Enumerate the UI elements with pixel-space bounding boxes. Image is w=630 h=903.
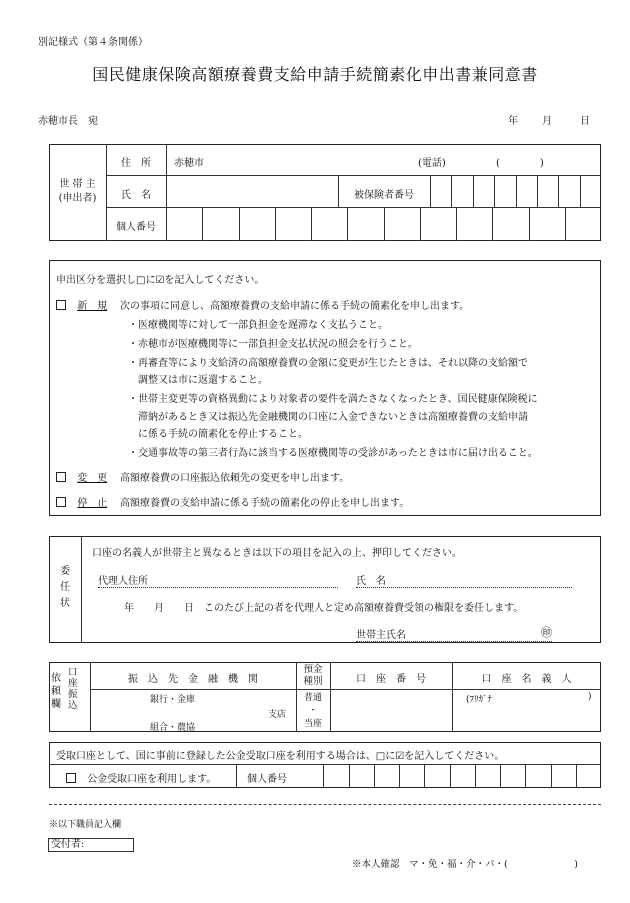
page-title: 国民健康保険高額療養費支給申請手続簡素化申出書兼同意書	[92, 65, 538, 84]
public-my-number-digit[interactable]	[525, 764, 550, 788]
consent-item: ・世帯主変更等の資格異動により対象者の要件を満たさなくなったとき、国民健康保険税に	[128, 394, 538, 405]
public-my-number-digit[interactable]	[500, 764, 525, 788]
public-my-number-label: 個人番号	[247, 774, 287, 785]
agent-address-field[interactable]	[98, 572, 338, 588]
consent-item: ・医療機関等に対して一部負担金を遅滞なく支払うこと。	[128, 320, 388, 331]
insured-number-digit[interactable]	[451, 175, 472, 207]
receiver-field[interactable]	[48, 838, 134, 852]
address-label: 住 所	[121, 158, 151, 169]
furigana-close: )	[588, 692, 592, 702]
bank-kind: 銀行・金庫	[150, 695, 196, 705]
public-account-label: 公金受取口座を利用します。	[87, 774, 217, 785]
consent-item: 調整又は市に返還すること。	[138, 375, 268, 386]
my-number-digit[interactable]	[565, 207, 601, 241]
receiver-label: 受付者:	[51, 839, 85, 850]
my-number-digit[interactable]	[239, 207, 275, 241]
householder-name-label: 世帯主氏名	[356, 630, 406, 641]
stop-description: 高額療養費の支給申請に係る手続の簡素化の停止を申し出ます。	[120, 498, 410, 509]
account-number-header: 口 座 番 号	[356, 674, 426, 685]
change-label: 変 更	[77, 473, 108, 484]
staff-note: ※以下職員記入欄	[49, 820, 122, 830]
public-my-number-digit[interactable]	[424, 764, 449, 788]
name-field[interactable]	[170, 177, 338, 205]
deposit-type-options[interactable]: 普通 ・ 当座	[303, 693, 322, 729]
agent-name-label: 氏 名	[356, 576, 386, 587]
coop-kind: 組合・農協	[150, 723, 196, 733]
account-number-field[interactable]	[334, 692, 448, 728]
stop-checkbox[interactable]	[56, 497, 66, 507]
public-my-number-digit[interactable]	[349, 764, 374, 788]
public-my-number-digit[interactable]	[399, 764, 424, 788]
addressee: 赤穂市長 宛	[38, 116, 98, 127]
my-number-digit[interactable]	[456, 207, 492, 241]
seal-mark: ㊞	[541, 626, 552, 639]
cut-line	[49, 804, 601, 805]
my-number-label: 個人番号	[116, 222, 156, 233]
agent-address-label: 代理人住所	[98, 576, 148, 587]
householder-name-field[interactable]	[356, 626, 552, 642]
my-number-digit[interactable]	[384, 207, 420, 241]
public-my-number-digit[interactable]	[298, 764, 323, 788]
public-account-option[interactable]	[66, 770, 216, 785]
date-month-label: 月	[542, 116, 552, 127]
delegation-statement: 年 月 日 このたび上記の者を代理人と定め高額療養費受領の権限を委任します。	[124, 603, 524, 614]
public-my-number-digit[interactable]	[475, 764, 500, 788]
insured-number-digit[interactable]	[516, 175, 537, 207]
phone-field[interactable]: ( )	[496, 158, 544, 169]
my-number-digit[interactable]	[492, 207, 528, 241]
address-field[interactable]: 赤穂市	[174, 158, 204, 169]
consent-item: ・赤穂市が医療機関等に一部負担金支払状況の照会を行うこと。	[128, 339, 418, 350]
phone-label: (電話)	[418, 158, 446, 169]
insured-number-digit[interactable]	[580, 175, 601, 207]
new-option[interactable]	[56, 297, 107, 312]
transfer-label: 口座振込	[68, 667, 78, 711]
form-reference: 別記様式（第４条関係）	[38, 37, 148, 48]
instruction-text: 申出区分を選択し□に☑を記入してください。	[56, 275, 265, 286]
public-my-number-digit[interactable]	[551, 764, 576, 788]
insured-number-digit[interactable]	[430, 175, 451, 207]
date-year-label: 年	[508, 116, 518, 127]
consent-item: に係る手続の簡素化を停止すること。	[138, 429, 308, 440]
new-checkbox[interactable]	[56, 300, 66, 310]
change-checkbox[interactable]	[56, 472, 66, 482]
branch-label: 支店	[268, 710, 287, 720]
agent-name-field[interactable]	[356, 572, 572, 588]
my-number-digit[interactable]	[311, 207, 347, 241]
insured-number-digit[interactable]	[558, 175, 579, 207]
householder-label: 世 帯 主 (申出者)	[58, 179, 97, 204]
date-day-label: 日	[580, 116, 590, 127]
new-description: 次の事項に同意し、高額療養費の支給申請に係る手続の簡素化を申し出ます。	[120, 301, 470, 312]
public-my-number-digit[interactable]	[450, 764, 475, 788]
request-label: 依 頼 欄	[51, 673, 61, 710]
public-account-checkbox[interactable]	[66, 773, 76, 783]
name-label: 氏 名	[121, 190, 151, 201]
stop-label: 停 止	[77, 498, 108, 509]
stop-option[interactable]	[56, 494, 107, 509]
furigana-label: (ﾌﾘｶﾞﾅ	[466, 695, 493, 705]
change-option[interactable]	[56, 469, 107, 484]
consent-item: 滞納があるとき又は振込先金融機関の口座に入金できないときは高額療養費の支給申請	[138, 412, 528, 423]
account-holder-header: 口 座 名 義 人	[481, 674, 572, 685]
institution-header: 振 込 先 金 融 機 関	[128, 674, 258, 685]
insured-number-label: 被保険者番号	[354, 190, 414, 201]
delegation-note: 口座の名義人が世帯主と異なるときは以下の項目を記入の上、押印してください。	[92, 548, 462, 559]
my-number-digit[interactable]	[275, 207, 311, 241]
insured-number-digit[interactable]	[473, 175, 494, 207]
consent-item: ・交通事故等の第三者行為に該当する医療機関等の受診があったときは市に届け出ること。	[128, 448, 538, 459]
deposit-type-header: 預金 種別	[303, 664, 323, 687]
insured-number-digit[interactable]	[537, 175, 558, 207]
public-account-note: 受取口座として、国に事前に登録した公金受取口座を利用する場合は、□に☑を記入してください。	[56, 751, 505, 762]
public-my-number-digit[interactable]	[576, 764, 601, 788]
new-label: 新 規	[77, 301, 108, 312]
identity-check: ※本人確認 マ・免・福・介・パ・( )	[352, 859, 578, 870]
delegation-label: 委 任 状	[60, 566, 70, 609]
public-my-number-digit[interactable]	[374, 764, 399, 788]
change-description: 高額療養費の口座振込依頼先の変更を申し出ます。	[120, 473, 350, 484]
my-number-digit[interactable]	[202, 207, 238, 241]
consent-item: ・再審査等により支給済の高額療養費の金額に変更が生じたときは、それ以降の支給額で	[128, 358, 528, 369]
my-number-digit[interactable]	[420, 207, 456, 241]
my-number-digit[interactable]	[166, 207, 202, 241]
my-number-digit[interactable]	[529, 207, 565, 241]
insured-number-digit[interactable]	[494, 175, 515, 207]
public-my-number-digit[interactable]	[323, 764, 348, 788]
my-number-digit[interactable]	[347, 207, 383, 241]
